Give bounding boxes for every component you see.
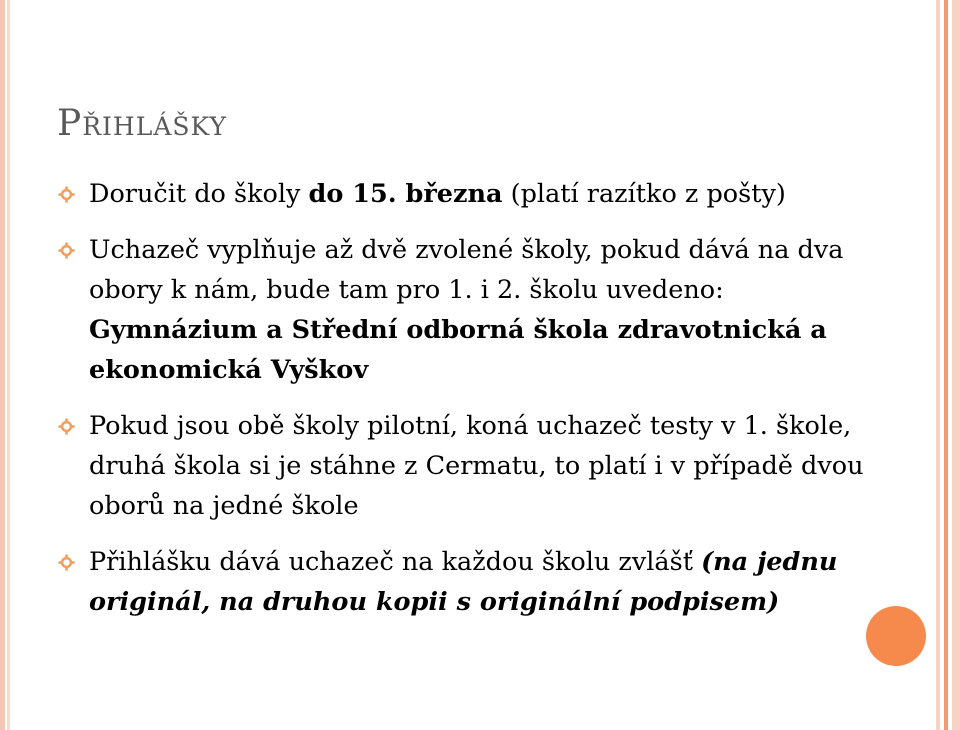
bullet-emphasis: (na jednu originál, na druhou kopii s originální podpisem) xyxy=(89,547,838,617)
slide-title: Přihlášky xyxy=(57,103,228,144)
bullet-text: (platí razítko z pošty) xyxy=(502,179,786,209)
left-decorative-border xyxy=(0,0,10,730)
bullet-list xyxy=(58,174,898,638)
bullet-text: Pokud jsou obě školy pilotní, koná uchazeč testy v 1. škole, druhá škola si je stáhne z Cermatu, to platí i v případě dvou oborů na jedné škole xyxy=(89,411,864,521)
decorative-orange-circle xyxy=(866,606,926,666)
gear-bullet-icon xyxy=(58,242,75,259)
gear-bullet-icon xyxy=(58,418,75,435)
bullet-emphasis: do 15. března xyxy=(308,179,503,209)
bullet-text: Přihlášku dává uchazeč na každou školu zvlášť xyxy=(89,547,702,577)
right-decorative-border xyxy=(932,0,960,730)
gear-bullet-icon xyxy=(58,186,75,203)
bullet-emphasis: Gymnázium a Střední odborná škola zdravotnická a ekonomická Vyškov xyxy=(89,315,827,385)
bullet-item-pilot-tests xyxy=(58,406,898,526)
bullet-item-separate-application xyxy=(58,542,898,622)
bullet-item-deadline xyxy=(58,174,898,214)
bullet-text: Doručit do školy xyxy=(89,179,309,209)
gear-bullet-icon xyxy=(58,554,75,571)
bullet-text: Uchazeč vyplňuje až dvě zvolené školy, pokud dává na dva obory k nám, bude tam pro 1. i 2. školu uvedeno: xyxy=(89,235,844,305)
bullet-item-school-choice xyxy=(58,230,898,390)
